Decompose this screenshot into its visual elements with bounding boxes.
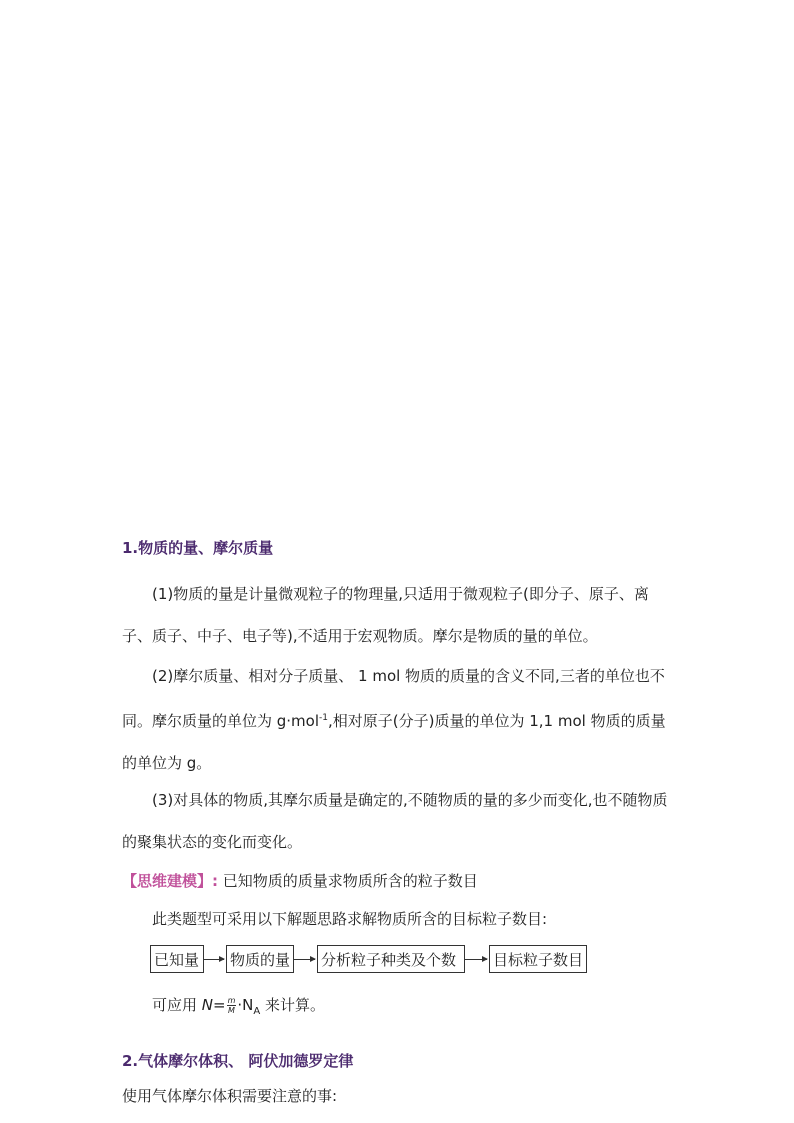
section-1-paragraph-2 xyxy=(122,655,678,784)
formula-line xyxy=(152,994,325,1017)
formula-prefix: 可应用 xyxy=(152,996,202,1014)
flow-arrow-1 xyxy=(204,959,224,960)
formula-suffix: 来计算。 xyxy=(260,996,326,1014)
thinking-model-text: 已知物质的质量求物质所含的粒子数目 xyxy=(218,872,478,890)
p2-text-a: (2)摩尔质量、相对分子质量、 1 mol 物质的质量的含义不同,三者的单位也不同。摩尔质量的单位为 g·mol xyxy=(122,667,665,730)
formula-subscript: A xyxy=(253,1006,261,1017)
formula-n: N xyxy=(201,996,214,1014)
formula-equals: = xyxy=(213,996,226,1014)
section-1-paragraph-1: (1)物质的量是计量微观粒子的物理量,只适用于微观粒子(即分子、原子、离子、质子、中子、电子等),不适用于宏观物质。摩尔是物质的量的单位。 xyxy=(122,585,649,645)
flow-box-target: 目标粒子数目 xyxy=(489,945,587,973)
flow-box-amount: 物质的量 xyxy=(226,945,294,973)
section-2-title: 2.气体摩尔体积、 阿伏加德罗定律 xyxy=(122,1052,354,1070)
section-1-paragraph-3: (3)对具体的物质,其摩尔质量是确定的,不随物质的量的多少而变化,也不随物质的聚集状态的变化而变化。 xyxy=(122,791,668,851)
formula-denominator: M xyxy=(228,1006,235,1015)
flow-box-analyze: 分析粒子种类及个数 xyxy=(317,945,465,973)
thinking-model-line xyxy=(122,870,478,891)
section-2-paragraph-1: 使用气体摩尔体积需要注意的事: xyxy=(122,1087,338,1105)
section-1-title: 1.物质的量、摩尔质量 xyxy=(122,539,274,557)
flow-arrow-3 xyxy=(465,959,487,960)
flow-box-known: 已知量 xyxy=(150,945,204,973)
thinking-model-tag: 【思维建模】: xyxy=(122,872,218,890)
formula-numerator: m xyxy=(227,996,236,1005)
formula-fraction xyxy=(227,996,237,1015)
thinking-intro: 此类题型可采用以下解题思路求解物质所含的目标粒子数目: xyxy=(152,910,548,928)
flow-diagram xyxy=(150,945,710,975)
formula-dot-n: ·N xyxy=(237,996,254,1014)
p2-superscript: -1 xyxy=(319,713,328,723)
p2-text-b: ,相对原子(分子)质量的单位为 1,1 mol 物质的质量的单位为 g。 xyxy=(122,712,666,772)
flow-arrow-2 xyxy=(294,959,315,960)
